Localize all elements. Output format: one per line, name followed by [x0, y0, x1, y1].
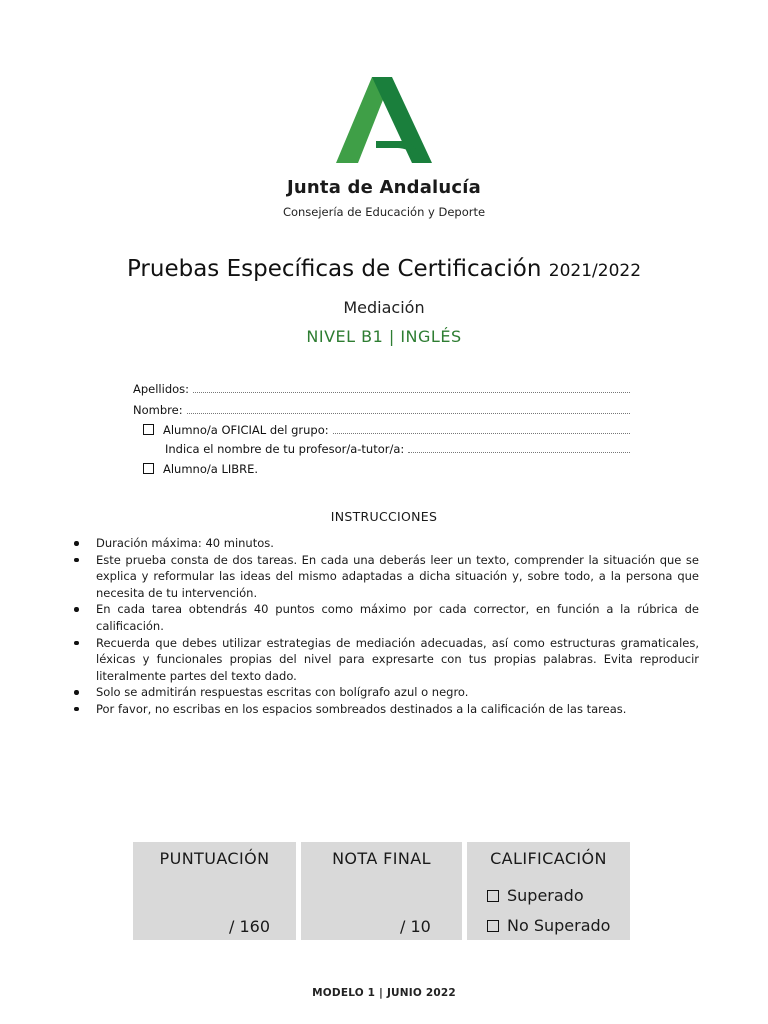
- instruction-item: En cada tarea obtendrás 40 puntos como máximo por cada corrector, en función a la rúbrica de calificación.: [96, 602, 699, 633]
- name-row: [133, 401, 630, 417]
- instruction-item: Duración máxima: 40 minutos.: [96, 535, 699, 552]
- free-label: Alumno/a LIBRE.: [163, 462, 259, 476]
- teacher-row: [165, 440, 630, 456]
- score-max: / 160: [229, 917, 271, 936]
- free-checkbox[interactable]: [143, 463, 154, 474]
- surname-row: [133, 380, 630, 396]
- failed-checkbox[interactable]: [487, 920, 499, 932]
- surname-label: Apellidos:: [133, 382, 190, 396]
- instruction-item: Solo se admitirán respuestas escritas con bolígrafo azul o negro.: [96, 684, 699, 701]
- exam-level: NIVEL B1 | INGLÉS: [306, 327, 462, 346]
- final-grade-max: / 10: [400, 917, 431, 936]
- official-group-field[interactable]: [333, 432, 630, 434]
- name-field[interactable]: [187, 412, 630, 414]
- department-name: Consejería de Educación y Deporte: [282, 205, 486, 219]
- exam-year: 2021/2022: [548, 261, 642, 281]
- teacher-field[interactable]: [408, 451, 630, 453]
- official-label: Alumno/a OFICIAL del grupo:: [163, 423, 329, 437]
- official-checkbox[interactable]: [143, 424, 154, 435]
- score-label: PUNTUACIÓN: [159, 849, 270, 868]
- free-row: [143, 460, 630, 476]
- exam-title: [0, 256, 768, 282]
- instruction-item: Recuerda que debes utilizar estrategias de mediación adecuadas, así como estructuras gramaticales, léxicas y funcionales propias del nivel para expresarte con tus propias palabras. Evita reproducir literalmente partes del texto dado.: [96, 635, 699, 683]
- name-label: Nombre:: [133, 403, 183, 417]
- failed-label: No Superado: [507, 916, 611, 935]
- final-grade-label: NOTA FINAL: [332, 849, 431, 868]
- passed-checkbox[interactable]: [487, 890, 499, 902]
- passed-label: Superado: [507, 886, 584, 905]
- teacher-label: Indica el nombre de tu profesor/a-tutor/a:: [165, 442, 405, 456]
- instructions-list: [96, 535, 699, 718]
- exam-title-text: Pruebas Específicas de Certificación: [126, 256, 542, 282]
- instructions-title: INSTRUCCIONES: [330, 509, 438, 524]
- page-footer: MODELO 1 | JUNIO 2022: [312, 987, 456, 999]
- score-box: [133, 842, 296, 940]
- junta-andalucia-logo: [336, 77, 432, 163]
- instruction-item: Este prueba consta de dos tareas. En cada una deberás leer un texto, comprender la situación que se explica y reformular las ideas del mismo adaptadas a dicha situación y, sobre todo, a la persona que necesita de tu intervención.: [96, 552, 699, 600]
- instruction-item: Por favor, no escribas en los espacios sombreados destinados a la calificación de las tareas.: [96, 701, 699, 718]
- failed-option[interactable]: [487, 916, 610, 935]
- exam-subject: Mediación: [343, 298, 425, 317]
- organization-name: Junta de Andalucía: [286, 177, 482, 198]
- logo-right-stroke: [372, 77, 432, 163]
- final-grade-box: [301, 842, 462, 940]
- official-row: [143, 421, 630, 437]
- qualification-label: CALIFICACIÓN: [490, 849, 607, 868]
- passed-option[interactable]: [487, 886, 584, 905]
- surname-field[interactable]: [193, 391, 630, 393]
- qualification-box: [467, 842, 630, 940]
